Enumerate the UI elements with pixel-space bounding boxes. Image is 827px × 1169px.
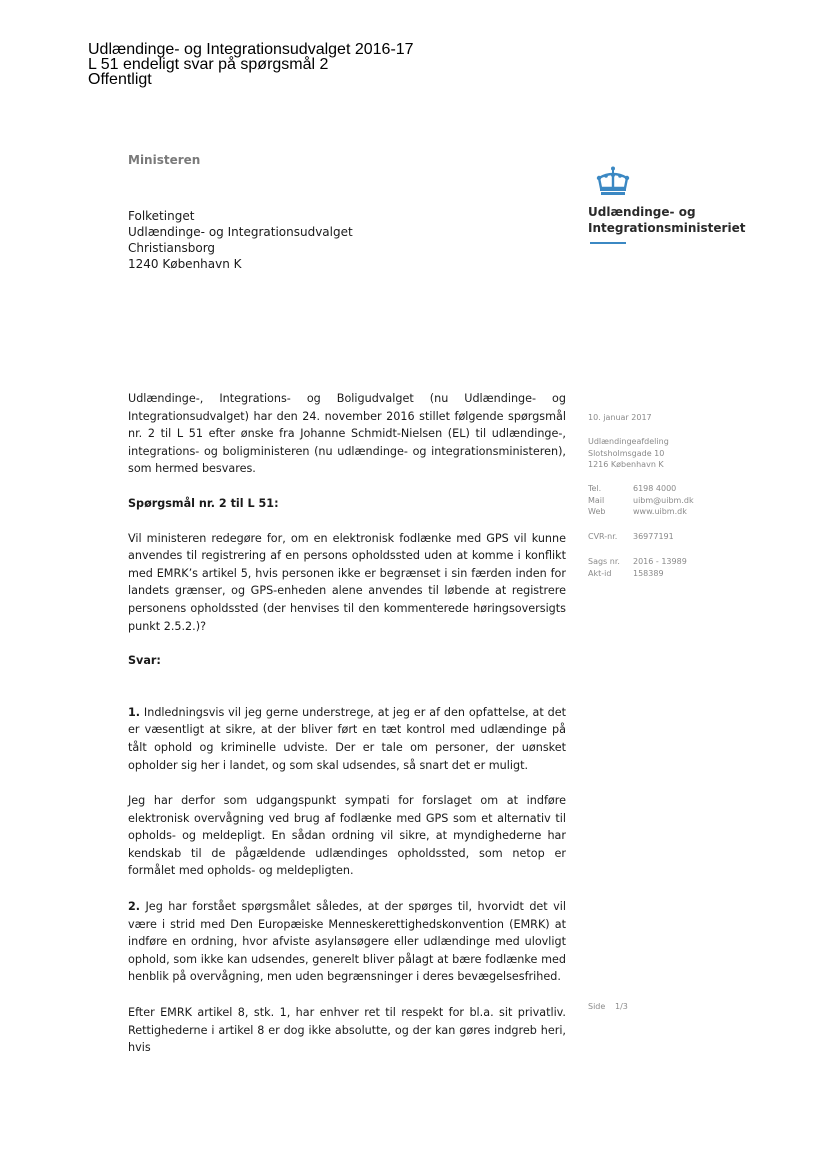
contact-row xyxy=(588,495,694,507)
cvr-row xyxy=(588,531,674,543)
department-name: Udlændingeafdeling xyxy=(588,437,669,446)
paragraph-text: Indledningsvis vil jeg gerne understrege, at jeg er af den opfattelse, at det er væsentligt at sikre, at der bliver ført en tæt kontrol med udlændinge på tålt ophold og kriminelle udviste. Der er tale om personer, der uønsket opholder sig her i landet, og som skal udsendes, så snart det er muligt. xyxy=(128,705,566,772)
answer-paragraph-4: Efter EMRK artikel 8, stk. 1, har enhver ret til respekt for bl.a. sit privatliv. Rettighederne i artikel 8 er dog ikke absolutte, og der kan gøres indgreb heri, hvis xyxy=(128,1006,566,1055)
page-number xyxy=(588,1002,628,1011)
contact-value: 6198 4000 xyxy=(633,484,677,493)
ministry-name-line: Udlændinge- og xyxy=(588,205,696,219)
case-value: 2016 - 13989 xyxy=(633,557,687,566)
department-city: 1216 København K xyxy=(588,460,664,469)
sender-label: Ministeren xyxy=(128,153,201,167)
department-street: Slotsholmsgade 10 xyxy=(588,448,665,458)
contact-key: Mail xyxy=(588,495,605,505)
paragraph-text: Jeg har forstået spørgsmålet således, at der spørges til, hvorvidt det vil være i strid med Den Europæiske Menneskerettighedskonvention (EMRK) at indføre en ordning, hvor afviste asylansøgere eller udlændinge med ulovligt ophold, som ikke kan udsendes, generelt bliver pålagt at bære fodlænke med henblik på overvågning, men uden begrænsninger i deres bevægelsesfrihed. xyxy=(128,900,566,984)
ministry-logo xyxy=(588,166,748,244)
contact-key: Web xyxy=(588,507,606,516)
case-row xyxy=(588,568,687,580)
recipient-line: Folketinget xyxy=(128,209,195,223)
ministry-name-line: Integrationsministeriet xyxy=(588,221,746,235)
recipient-line: Christiansborg xyxy=(128,241,216,255)
paragraph-number: 1. xyxy=(128,705,141,719)
question-paragraph: Vil ministeren redegøre for, om en elektronisk fodlænke med GPS vil kunne anvendes til registrering af en persons opholdssted uden at komme i konflikt med EMRK’s artikel 5, hvis personen ikke er begrænset i sin færden inden for landets grænser, og GPS-enheden alene anvendes til løbende at registrere personens opholdssted (der henvises til den kommenterede høringsoversigts punkt 2.5.2.)? xyxy=(128,531,566,633)
case-key: Sags nr. xyxy=(588,557,620,566)
contact-info xyxy=(588,483,694,518)
page-value: 1/3 xyxy=(615,1002,628,1011)
letter-body xyxy=(128,390,566,1057)
document-stamp xyxy=(88,42,414,87)
question-heading: Spørgsmål nr. 2 til L 51: xyxy=(128,496,279,510)
contact-value[interactable]: uibm@uibm.dk xyxy=(633,495,694,505)
contact-row xyxy=(588,483,694,495)
contact-value[interactable]: www.uibm.dk xyxy=(633,507,687,516)
case-value: 158389 xyxy=(633,568,664,578)
recipient-address xyxy=(128,208,353,272)
recipient-line: 1240 København K xyxy=(128,257,242,271)
answer-paragraph-2: Jeg har derfor som udgangspunkt sympati for forslaget om at indføre elektronisk overvågning ved brug af fodlænke med GPS som et alternativ til opholds- og meldepligt. En sådan ordning vil sikre, at myndighederne har kendskab til de pågældende udlændinges opholdssted, som netop er formålet med opholds- og meldepligten. xyxy=(128,794,566,878)
paragraph-number: 2. xyxy=(128,900,141,914)
answer-heading: Svar: xyxy=(128,654,161,668)
answer-paragraph-1 xyxy=(128,704,566,774)
stamp-committee: Udlændinge- og Integrationsudvalget 2016-17 xyxy=(88,41,414,58)
case-info xyxy=(588,556,687,579)
contact-key: Tel. xyxy=(588,484,602,493)
intro-paragraph: Udlændinge-, Integrations- og Boligudvalget (nu Udlændinge- og Integrationsudvalget) har den 24. november 2016 stillet følgende spørgsmål nr. 2 til L 51 efter ønske fra Johanne Schmidt-Nielsen (EL) til udlændinge-, integrations- og boligministeren (nu udlændinge- og integrationsministeren), som hermed besvares. xyxy=(128,392,566,476)
stamp-case: L 51 endeligt svar på spørgsmål 2 xyxy=(88,56,329,73)
logo-accent-rule xyxy=(590,242,626,244)
cvr-key: CVR-nr. xyxy=(588,532,618,541)
stamp-status: Offentligt xyxy=(88,71,152,88)
page-label: Side xyxy=(588,1002,606,1011)
case-row xyxy=(588,556,687,568)
crown-icon xyxy=(596,166,630,196)
answer-paragraph-3 xyxy=(128,898,566,986)
letter-date: 10. januar 2017 xyxy=(588,413,652,422)
cvr-value: 36977191 xyxy=(633,532,674,541)
ministry-name xyxy=(588,204,748,236)
cvr-info xyxy=(588,531,674,543)
case-key: Akt-id xyxy=(588,568,612,578)
recipient-line: Udlændinge- og Integrationsudvalget xyxy=(128,225,353,239)
department-address xyxy=(588,436,669,471)
contact-row xyxy=(588,506,694,518)
